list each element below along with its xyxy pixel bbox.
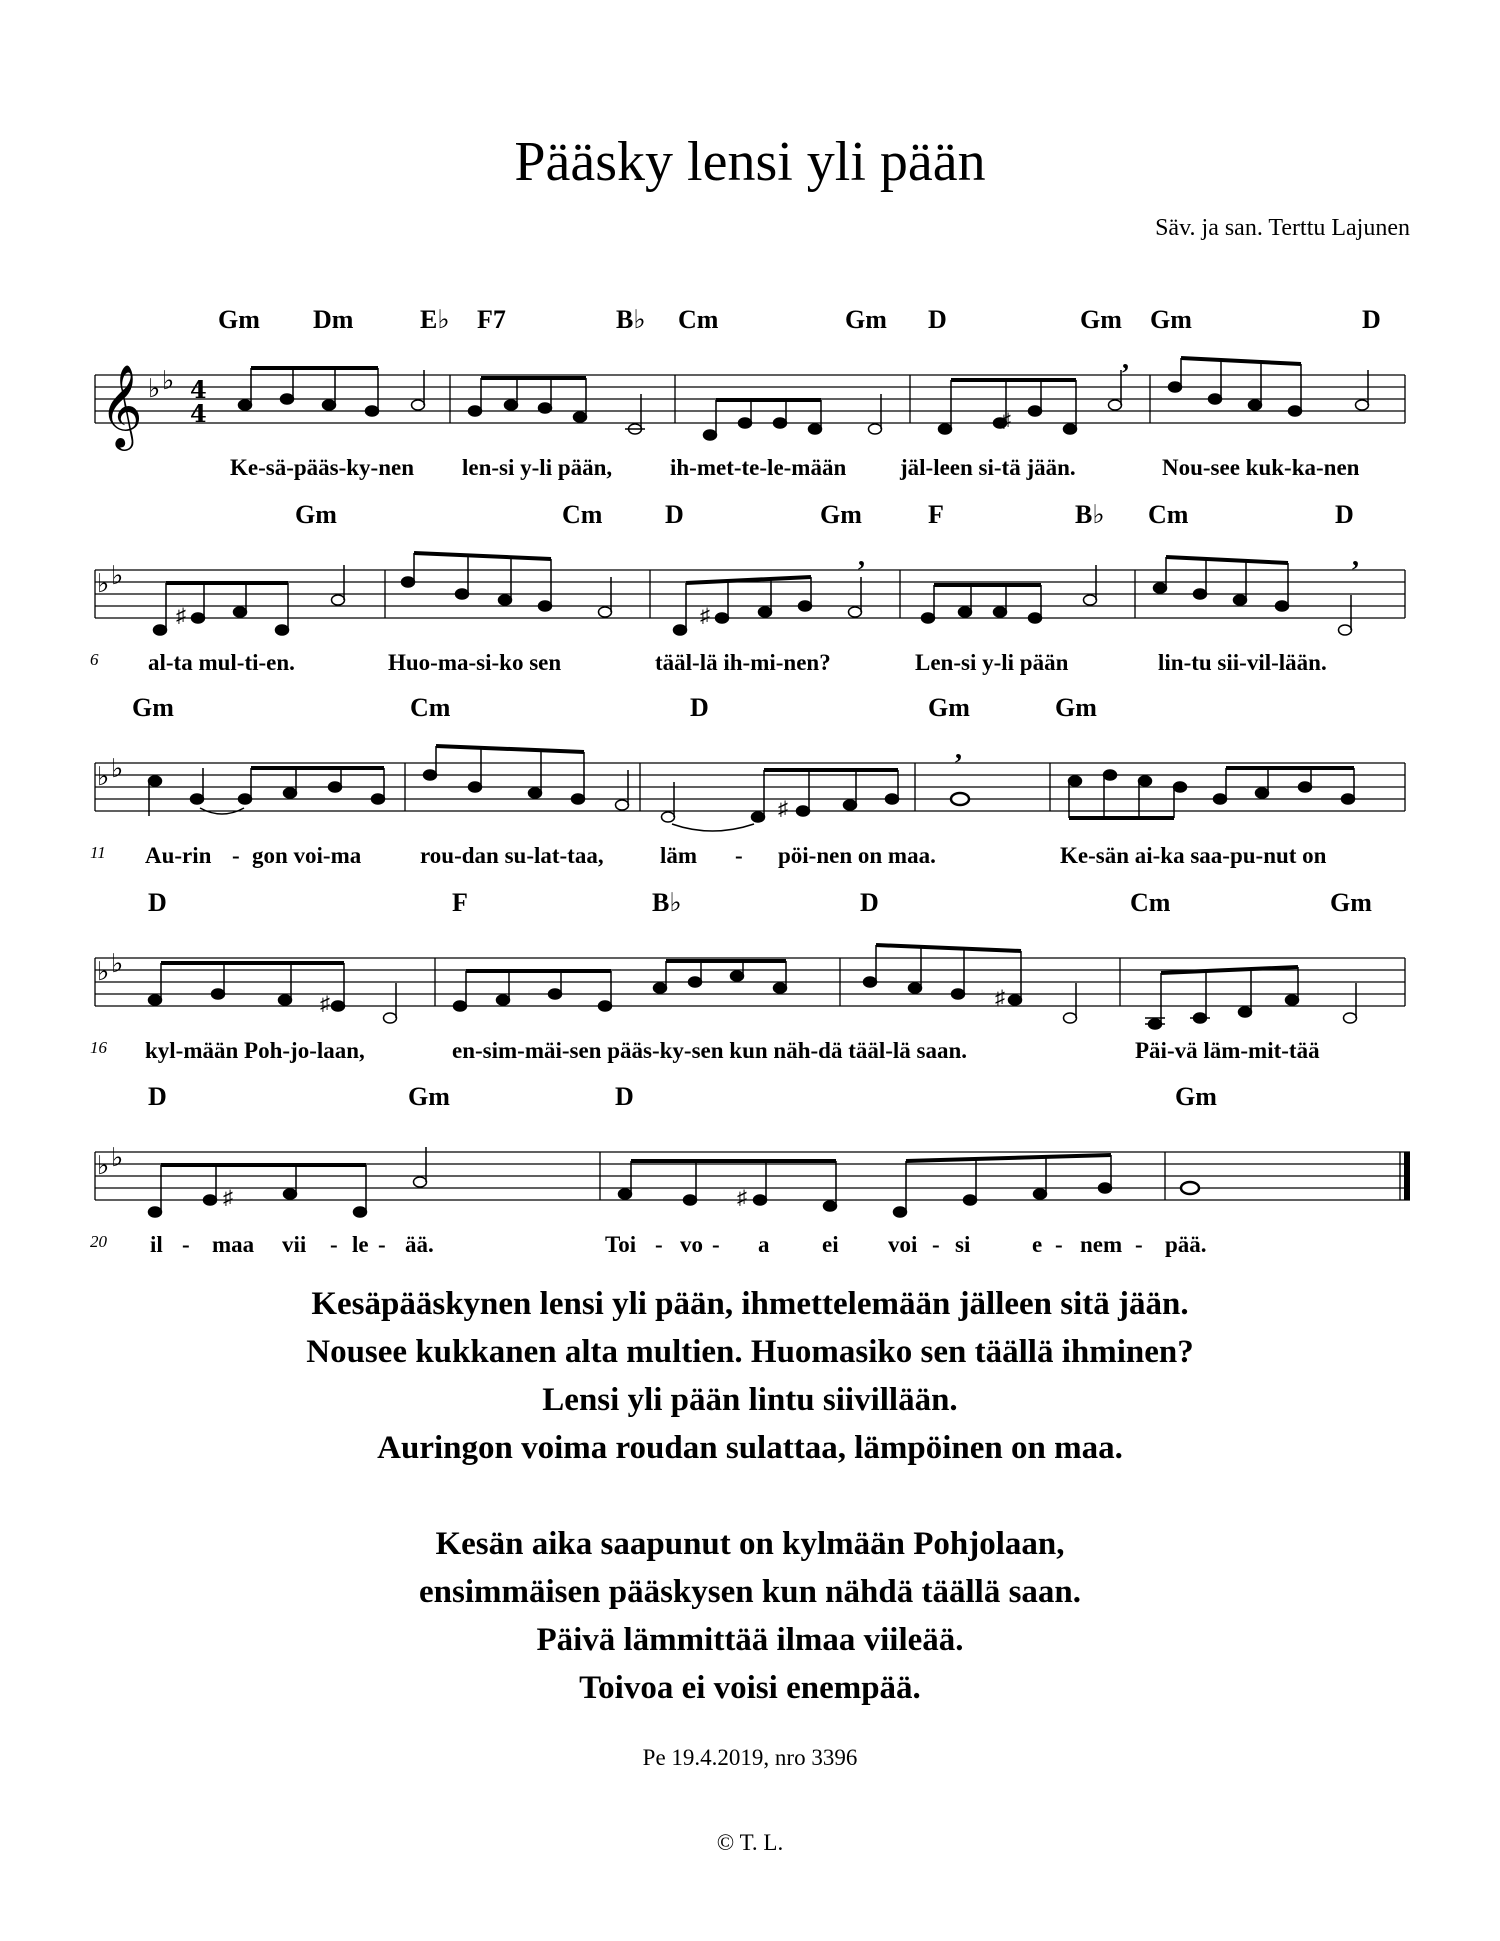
breath-mark-icon: , [1122,344,1129,375]
flat-sign-icon: ♭ [111,561,124,591]
flat-sign-icon: ♭ [97,957,110,987]
lyric-syllables: ih-met-te-le-mään [670,455,847,480]
flat-sign-icon: ♭ [111,754,124,784]
lyric-syllables: Toi [605,1232,637,1257]
sharp-sign-icon: ♯ [320,993,330,1015]
date-line: Pe 19.4.2019, nro 3396 [642,1745,858,1770]
lyric-syllables: - [1135,1232,1143,1257]
lyric-syllables: pöi-nen on maa. [778,843,936,868]
lyric-syllables: le [352,1232,369,1257]
verse-line: Toivoa ei voisi enempää. [579,1670,921,1706]
chord-symbol: Gm [1080,305,1122,334]
composer-credit: Säv. ja san. Terttu Lajunen [1155,215,1410,241]
chord-symbol: Gm [218,305,260,334]
chord-symbol: E♭ [420,305,450,334]
lyric-syllables: il [150,1232,163,1257]
chord-symbol: D [615,1082,634,1111]
lyric-syllables: ei [822,1232,839,1257]
flat-sign-icon: ♭ [111,949,124,979]
chord-symbol: F7 [477,305,506,334]
lyric-syllables: a [758,1232,770,1257]
chord-symbol: Cm [1148,500,1189,529]
chord-symbol: B♭ [652,888,682,917]
lyric-syllables: voi [888,1232,918,1257]
chord-symbol: Gm [1055,693,1097,722]
chord-symbol: Cm [1130,888,1171,917]
lyric-syllables: - [655,1232,663,1257]
lyric-syllables: - [712,1232,720,1257]
chord-symbol: D [1362,305,1381,334]
lyric-syllables: e [1032,1232,1043,1257]
lyric-syllables: vo [680,1232,703,1257]
lyrics-row [0,843,1500,879]
chord-symbol: Dm [313,305,354,334]
lyric-syllables: Len-si y-li pään [915,650,1069,675]
chord-symbol: Gm [408,1082,450,1111]
lyric-syllables: - [378,1232,386,1257]
verse-line: Kesän aika saapunut on kylmään Pohjolaan, [435,1526,1065,1562]
sharp-sign-icon: ♯ [176,605,186,627]
chord-symbol: Cm [410,693,451,722]
lyric-syllables: len-si y-li pään, [462,455,613,480]
chord-symbol: D [690,693,709,722]
lyric-syllables: Ke-sän ai-ka saa-pu-nut on [1060,843,1327,868]
final-barline [1404,1152,1410,1200]
lyric-syllables: si [955,1232,971,1257]
treble-clef-icon: 𝄞 [100,363,143,447]
verse-line: Lensi yli pään lintu siivillään. [542,1382,958,1418]
chord-symbol: B♭ [1075,500,1105,529]
lyric-syllables: Päi-vä läm-mit-tää [1135,1038,1320,1063]
lyric-syllables: - [932,1232,940,1257]
chord-symbol: Gm [1330,888,1372,917]
chord-row [0,888,1500,928]
lyric-syllables: kyl-mään Poh-jo-laan, [145,1038,365,1063]
breath-mark-icon: , [858,541,865,572]
chord-symbol: D [148,888,167,917]
lyric-syllables: nem [1080,1232,1123,1257]
sharp-sign-icon: ♯ [778,798,788,820]
lyric-syllables: Huo-ma-si-ko sen [388,650,562,675]
lyric-syllables: ää. [405,1232,434,1257]
chord-symbol: Gm [820,500,862,529]
flat-sign-icon: ♭ [162,366,175,396]
chord-symbol: Gm [1175,1082,1217,1111]
lyrics-row [0,455,1500,491]
chord-symbol: D [665,500,684,529]
verse-line: Auringon voima roudan sulattaa, lämpöinen on maa. [377,1430,1123,1466]
lyric-syllables: al-ta mul-ti-en. [148,650,295,675]
stanza-1 [0,1280,1500,1472]
lyrics-row [0,1232,1500,1268]
chord-symbol: Cm [678,305,719,334]
chord-symbol: Gm [295,500,337,529]
chord-symbol: D [148,1082,167,1111]
measure-number: 20 [90,1232,107,1251]
chord-row [0,1082,1500,1122]
measure-number: 6 [90,650,99,669]
chord-row [0,305,1500,345]
chord-symbol: B♭ [616,305,646,334]
verse-text [0,1280,1500,1760]
measure-number: 11 [90,843,106,862]
sharp-sign-icon: ♯ [995,987,1005,1009]
chord-symbol: D [860,888,879,917]
chord-symbol: F [452,888,468,917]
chord-symbol: Gm [1150,305,1192,334]
sharp-sign-icon: ♯ [700,605,710,627]
lyric-syllables: maa [212,1232,255,1257]
flat-sign-icon: ♭ [111,1143,124,1173]
breath-mark-icon: , [955,734,962,765]
flat-sign-icon: ♭ [97,569,110,599]
measure-number: 16 [90,1038,107,1057]
lyric-syllables: lin-tu sii-vil-lään. [1158,650,1327,675]
sharp-sign-icon: ♯ [223,1187,233,1209]
lyric-syllables: jäl-leen si-tä jään. [900,455,1076,480]
verse-line: Kesäpääskynen lensi yli pään, ihmettelemään jälleen sitä jään. [311,1286,1189,1322]
chord-symbol: F [928,500,944,529]
flat-sign-icon: ♭ [148,374,161,404]
chord-symbol: Cm [562,500,603,529]
lyric-syllables: Ke-sä-pääs-ky-nen [230,455,415,480]
chord-row [0,693,1500,733]
verse-line: Nousee kukkanen alta multien. Huomasiko sen täällä ihminen? [306,1334,1194,1370]
lyric-syllables: pää. [1165,1232,1207,1257]
chord-symbol: Gm [132,693,174,722]
sharp-sign-icon: ♯ [1001,410,1011,432]
lyric-syllables: - [330,1232,338,1257]
chord-row [0,500,1500,540]
lyrics-row [0,650,1500,686]
lyric-syllables: - [735,843,743,868]
verse-line: Päivä lämmittää ilmaa viileää. [536,1622,964,1658]
time-signature-bottom: 4 [190,399,207,428]
chord-symbol: D [928,305,947,334]
lyric-syllables: rou-dan su-lat-taa, [420,843,604,868]
lyric-syllables: Au-rin [145,843,212,868]
flat-sign-icon: ♭ [97,762,110,792]
copyright-notice: © T. L. [716,1830,784,1855]
chord-symbol: Gm [845,305,887,334]
lyrics-row [0,1038,1500,1074]
time-signature-top: 4 [190,375,207,404]
lyric-syllables: en-sim-mäi-sen pääs-ky-sen kun näh-dä tääl-lä saan. [452,1038,968,1063]
breath-mark-icon: , [1352,541,1359,572]
chord-symbol: Gm [928,693,970,722]
lyric-syllables: gon voi-ma [252,843,362,868]
lyric-syllables: - [1055,1232,1063,1257]
lyric-syllables: Nou-see kuk-ka-nen [1162,455,1360,480]
lyric-syllables: tääl-lä ih-mi-nen? [655,650,831,675]
chord-symbol: D [1335,500,1354,529]
sharp-sign-icon: ♯ [737,1187,747,1209]
lyric-syllables: - [182,1232,190,1257]
lyric-syllables: läm [660,843,698,868]
song-title: Pääsky lensi yli pään [514,131,986,193]
stanza-2 [0,1520,1500,1712]
verse-line: ensimmäisen pääskysen kun nähdä täällä saan. [418,1574,1082,1610]
flat-sign-icon: ♭ [97,1151,110,1181]
lyric-syllables: vii [282,1232,307,1257]
lyric-syllables: - [232,843,240,868]
